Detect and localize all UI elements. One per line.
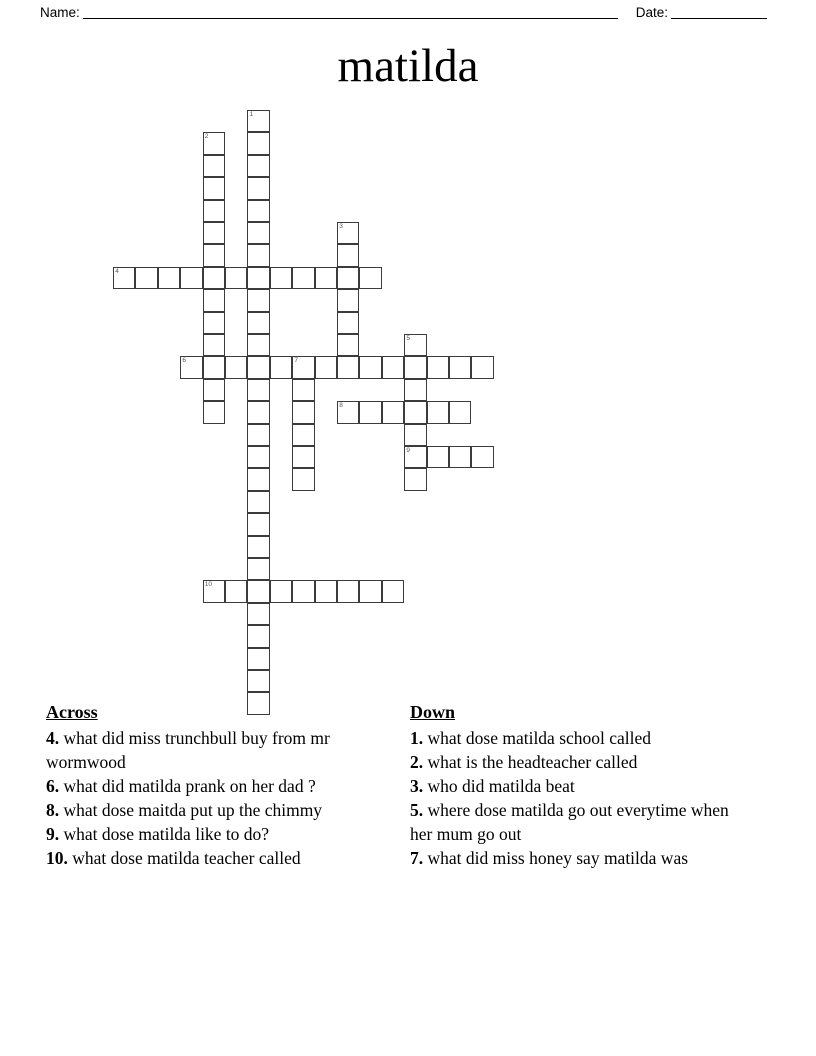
crossword-cell[interactable] [247,244,269,266]
crossword-cell[interactable] [382,580,404,602]
crossword-cell[interactable] [315,580,337,602]
down-clue-3 [410,774,755,798]
crossword-cell[interactable] [203,379,225,401]
crossword-cell[interactable] [247,379,269,401]
crossword-cell[interactable] [359,401,381,423]
crossword-cell[interactable] [292,424,314,446]
across-clue-10 [46,846,386,870]
crossword-cell[interactable] [247,222,269,244]
clue-number: 4. [46,728,60,748]
crossword-cell[interactable] [359,267,381,289]
clue-number: 7. [410,848,424,868]
crossword-cell[interactable] [404,446,426,468]
clue-text: what did miss trunchbull buy from mr wormwood [46,728,330,772]
crossword-cell[interactable] [292,401,314,423]
crossword-cell[interactable] [247,289,269,311]
down-clue-2 [410,750,755,774]
clue-number: 10. [46,848,68,868]
crossword-cell[interactable] [270,580,292,602]
crossword-cell[interactable] [247,312,269,334]
crossword-cell[interactable] [203,177,225,199]
crossword-cell[interactable] [404,401,426,423]
date-label: Date: [635,5,669,20]
crossword-cell[interactable] [247,491,269,513]
clue-text: where dose matilda go out everytime when her mum go out [410,800,729,844]
cell-number-1: 1 [249,111,254,118]
down-clue-1 [410,726,755,750]
crossword-cell[interactable] [247,513,269,535]
clue-number: 6. [46,776,60,796]
crossword-cell[interactable] [225,267,247,289]
crossword-grid [113,110,513,700]
crossword-cell[interactable] [113,267,135,289]
crossword-cell[interactable] [471,356,493,378]
crossword-cell[interactable] [404,334,426,356]
crossword-cell[interactable] [337,267,359,289]
crossword-cell[interactable] [449,446,471,468]
across-clue-8 [46,798,386,822]
crossword-cell[interactable] [359,356,381,378]
crossword-cell[interactable] [292,356,314,378]
crossword-cell[interactable] [203,244,225,266]
clue-text: what did matilda prank on her dad ? [59,776,316,796]
crossword-cell[interactable] [180,267,202,289]
crossword-cell[interactable] [203,334,225,356]
crossword-cell[interactable] [337,312,359,334]
crossword-cell[interactable] [292,580,314,602]
crossword-cell[interactable] [404,424,426,446]
clue-text: who did matilda beat [423,776,575,796]
crossword-cell[interactable] [203,132,225,154]
clue-text: what dose maitda put up the chimmy [59,800,323,820]
cell-number-2: 2 [204,133,209,141]
crossword-cell[interactable] [382,356,404,378]
crossword-cell[interactable] [247,110,269,132]
cell-number-5: 5 [406,335,410,342]
across-clue-list [46,726,386,870]
crossword-cell[interactable] [203,200,225,222]
crossword-cell[interactable] [427,356,449,378]
crossword-cell[interactable] [404,356,426,378]
across-clues-column [46,700,386,870]
crossword-cell[interactable] [247,648,269,670]
clue-number: 1. [410,728,424,748]
crossword-cell[interactable] [427,401,449,423]
crossword-cell[interactable] [359,580,381,602]
across-heading: Across [46,702,98,722]
page-title: matilda [337,40,479,92]
down-clue-list [410,726,755,870]
crossword-cell[interactable] [203,267,225,289]
crossword-cell[interactable] [315,267,337,289]
crossword-cell[interactable] [247,670,269,692]
crossword-cell[interactable] [135,267,157,289]
crossword-cell[interactable] [247,603,269,625]
crossword-cell[interactable] [471,446,493,468]
crossword-cell[interactable] [337,580,359,602]
clue-text: what dose matilda school called [423,728,652,748]
crossword-cell[interactable] [292,446,314,468]
down-clue-7 [410,846,755,870]
clue-text: what dose matilda teacher called [67,848,301,868]
crossword-cell[interactable] [203,401,225,423]
crossword-cell[interactable] [247,536,269,558]
clue-number: 9. [46,824,60,844]
crossword-cell[interactable] [247,334,269,356]
crossword-cell[interactable] [449,356,471,378]
clue-number: 3. [410,776,424,796]
clue-text: what did miss honey say matilda was [423,848,689,868]
crossword-cell[interactable] [337,334,359,356]
date-input-rule[interactable] [671,4,767,19]
down-clues-column [410,700,755,870]
cell-number-7: 7 [294,357,298,365]
crossword-cell[interactable] [427,446,449,468]
crossword-cell[interactable] [203,312,225,334]
cell-number-8: 8 [339,402,343,410]
crossword-cell[interactable] [247,155,269,177]
crossword-cell[interactable] [337,356,359,378]
crossword-cell[interactable] [337,401,359,423]
crossword-cell[interactable] [449,401,471,423]
crossword-cell[interactable] [315,356,337,378]
crossword-cell[interactable] [203,356,225,378]
cell-number-6: 6 [182,357,186,365]
clue-text: what dose matilda like to do? [59,824,270,844]
cell-number-9: 9 [406,447,410,454]
crossword-cell[interactable] [247,625,269,647]
clue-number: 2. [410,752,424,772]
across-clue-6 [46,774,386,798]
across-clue-9 [46,822,386,846]
clue-number: 8. [46,800,60,820]
crossword-cell[interactable] [180,356,202,378]
crossword-cell[interactable] [337,289,359,311]
crossword-cell[interactable] [247,132,269,154]
across-clue-4 [46,726,386,774]
crossword-cell[interactable] [203,289,225,311]
crossword-cell[interactable] [158,267,180,289]
crossword-cell[interactable] [225,356,247,378]
crossword-cell[interactable] [292,267,314,289]
crossword-cell[interactable] [247,468,269,490]
down-clue-5 [410,798,755,846]
crossword-cell[interactable] [247,200,269,222]
crossword-cell[interactable] [404,379,426,401]
clue-text: what is the headteacher called [423,752,638,772]
crossword-cell[interactable] [292,379,314,401]
clue-number: 5. [410,800,424,820]
cell-number-3: 3 [339,223,343,230]
name-input-rule[interactable] [83,4,618,19]
crossword-cell[interactable] [247,177,269,199]
crossword-cell[interactable] [337,222,359,244]
crossword-cell[interactable] [203,222,225,244]
crossword-cell[interactable] [270,356,292,378]
clues-section [0,700,816,1000]
crossword-cell[interactable] [247,401,269,423]
cell-number-10: 10 [204,581,213,589]
crossword-cell[interactable] [225,580,247,602]
crossword-cell[interactable] [247,356,269,378]
crossword-cell[interactable] [337,244,359,266]
crossword-cell[interactable] [404,468,426,490]
name-label: Name: [40,5,80,20]
name-date-header [0,0,816,30]
crossword-cell[interactable] [270,267,292,289]
crossword-cell[interactable] [203,580,225,602]
crossword-cell[interactable] [382,401,404,423]
crossword-cell[interactable] [203,155,225,177]
crossword-cell[interactable] [247,446,269,468]
crossword-cell[interactable] [247,267,269,289]
crossword-cell[interactable] [247,424,269,446]
crossword-cell[interactable] [247,558,269,580]
crossword-cell[interactable] [292,468,314,490]
cell-number-4: 4 [115,267,119,275]
down-heading: Down [410,702,456,722]
crossword-cell[interactable] [247,580,269,602]
